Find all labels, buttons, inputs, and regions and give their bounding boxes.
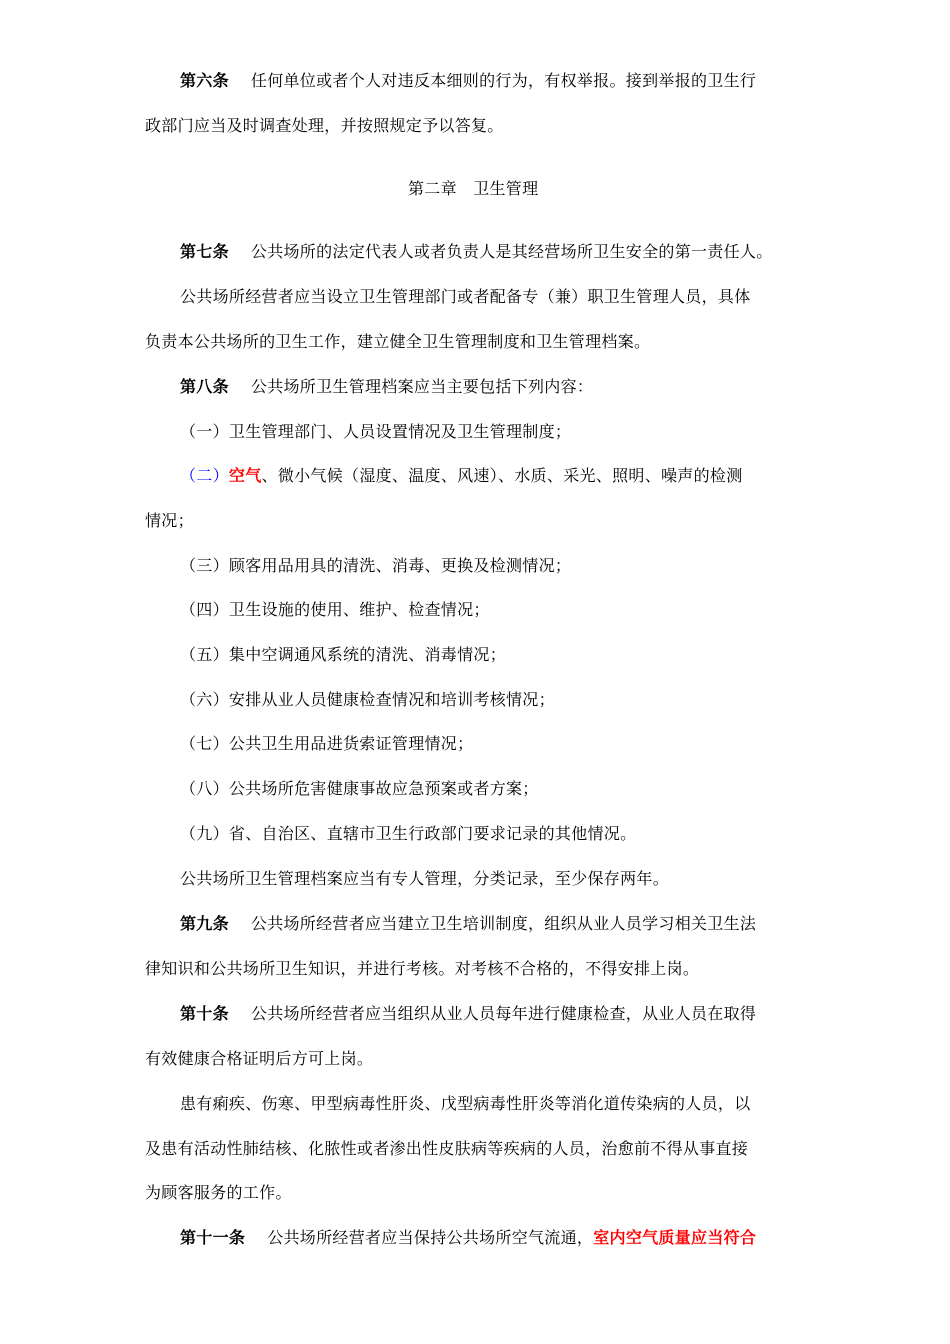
- article-8-item-5: （五）集中空调通风系统的清洗、消毒情况；: [180, 645, 507, 664]
- article-9-text: 公共场所经营者应当建立卫生培训制度，组织从业人员学习相关卫生法: [250, 914, 757, 933]
- article-10-para2-line-1: 患有痢疾、伤寒、甲型病毒性肝炎、戊型病毒性肝炎等消化道传染病的人员，以: [180, 1094, 751, 1113]
- article-8-item-7: （七）公共卫生用品进货索证管理情况；: [180, 734, 474, 753]
- article-7-text: 公共场所的法定代表人或者负责人是其经营场所卫生安全的第一责任人。: [250, 242, 773, 261]
- article-8-item-1: （一）卫生管理部门、人员设置情况及卫生管理制度；: [180, 422, 572, 441]
- article-8-item-2: [180, 466, 743, 486]
- article-8-item-6: （六）安排从业人员健康检查情况和培训考核情况；: [180, 690, 555, 709]
- article-11-heading: 第十一条: [180, 1228, 246, 1247]
- article-7-para2-line-2: 负责本公共场所的卫生工作，建立健全卫生管理制度和卫生管理档案。: [145, 332, 651, 351]
- article-6-line-2: 政部门应当及时调查处理，并按照规定予以答复。: [145, 116, 504, 135]
- article-7-heading: 第七条: [180, 242, 229, 261]
- article-8-line-1: [180, 377, 593, 397]
- article-9-line-1: [180, 914, 756, 934]
- article-6-text: 任何单位或者个人对违反本细则的行为，有权举报。接到举报的卫生行: [250, 71, 757, 90]
- article-10-line-2: 有效健康合格证明后方可上岗。: [145, 1049, 374, 1068]
- article-11-line-1: [180, 1228, 756, 1248]
- chapter-heading: 第二章 卫生管理: [408, 179, 539, 198]
- article-8-tail: 公共场所卫生管理档案应当有专人管理，分类记录，至少保存两年。: [180, 869, 670, 888]
- article-8-item-3: （三）顾客用品用具的清洗、消毒、更换及检测情况；: [180, 556, 572, 575]
- article-10-line-1: [180, 1004, 756, 1024]
- article-10-heading: 第十条: [180, 1004, 229, 1023]
- article-11-text: 公共场所经营者应当保持公共场所空气流通，: [267, 1228, 594, 1247]
- article-11-highlight: 室内空气质量应当符合: [593, 1228, 757, 1247]
- article-10-para2-line-3: 为顾客服务的工作。: [145, 1183, 292, 1202]
- article-8-item-2-line-2: 情况；: [145, 511, 194, 530]
- article-6-line-1: [180, 71, 756, 91]
- article-10-text: 公共场所经营者应当组织从业人员每年进行健康检查，从业人员在取得: [250, 1004, 757, 1023]
- article-6-heading: 第六条: [180, 71, 229, 90]
- item-2-number: （二）: [180, 466, 229, 485]
- article-10-para2-line-2: 及患有活动性肺结核、化脓性或者渗出性皮肤病等疾病的人员，治愈前不得从事直接: [145, 1139, 749, 1158]
- article-9-heading: 第九条: [180, 914, 229, 933]
- article-8-item-9: （九）省、自治区、直辖市卫生行政部门要求记录的其他情况。: [180, 824, 637, 843]
- article-8-item-4: （四）卫生设施的使用、维护、检查情况；: [180, 600, 490, 619]
- article-8-item-8: （八）公共场所危害健康事故应急预案或者方案；: [180, 779, 539, 798]
- item-2-highlight-air: 空气: [228, 466, 262, 485]
- article-8-text: 公共场所卫生管理档案应当主要包括下列内容：: [250, 377, 594, 396]
- article-9-line-2: 律知识和公共场所卫生知识，并进行考核。对考核不合格的，不得安排上岗。: [145, 959, 700, 978]
- article-7-line-1: [180, 242, 773, 262]
- item-2-text: 、微小气候（湿度、温度、风速）、水质、采光、照明、噪声的检测: [261, 466, 743, 485]
- article-7-para2-line-1: 公共场所经营者应当设立卫生管理部门或者配备专（兼）职卫生管理人员，具体: [180, 287, 751, 306]
- article-8-heading: 第八条: [180, 377, 229, 396]
